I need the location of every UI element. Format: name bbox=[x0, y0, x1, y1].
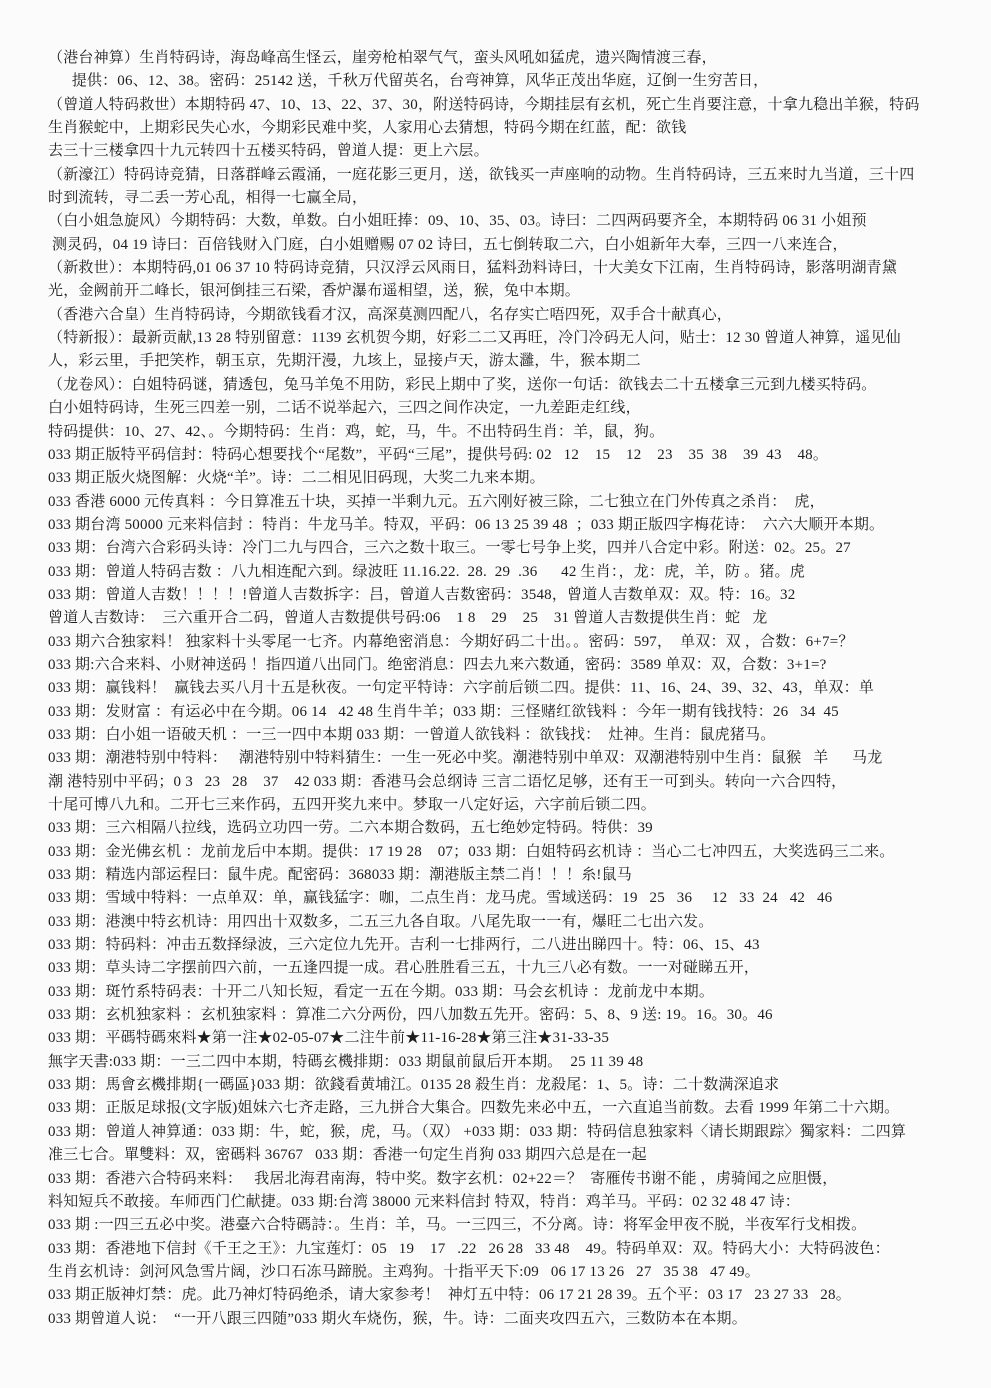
text-line: 033 期：馬會玄機排期{一碼區}033 期：欲錢看黄埔江。0135 28 殺生肖：龙殺尾：1、5。诗：二十数满深追求 bbox=[48, 1077, 780, 1094]
text-line: （港台神算）生肖特码诗，海岛峰高生怪云，崖旁枪柏翠气气，蛮头风吼如猛虎，遗兴陶情渡三春， bbox=[48, 50, 717, 66]
text-line: （白小姐急旋风）今期特码：大数，单数。白小姐旺捧：09、10、35、03。诗曰：二四两码要齐全，本期特码 06 31 小姐预 bbox=[48, 213, 867, 230]
text-line: 033 期：草头诗二字摆前四六前，一五逢四提一成。君心胜胜看三五，十九三八必有数。一一对碰睇五开， bbox=[48, 960, 760, 977]
text-line: （新救世）：本期特码,01 06 37 10 特码诗竞猜，只汉浮云风雨日，猛料劲料诗曰，十大美女下江南，生肖特码诗，影落明湖青黛 bbox=[48, 260, 898, 277]
text-line: 料知短兵不敢接。车师西门伫献捷。033 期:台湾 38000 元来料信封 特双，特肖：鸡羊马。平码：02 32 48 47 诗： bbox=[48, 1193, 800, 1210]
text-line: 白小姐特码诗，生死三四差一别，二话不说举起六，三四之间作决定，一九差距走红线， bbox=[48, 400, 641, 417]
text-line: （龙卷风）：白姐特码谜，猜透包，兔马羊兔不用防，彩民上期中了奖，送你一句话：欲钱去二十五楼拿三元到九楼买特码。 bbox=[48, 376, 877, 393]
text-line: 生肖猴蛇中，上期彩民失心水，今期彩民难中奖，人家用心去猜想，特码今期在红蓝，配：欲钱 bbox=[48, 120, 687, 137]
text-line: 033 期正版神灯禁：虎。此乃神灯特码绝杀，请大家参考！ 神灯五中特：06 17 21 28 39。五个平：03 17 23 27 33 28。 bbox=[48, 1287, 851, 1304]
text-line: 033 期：曾道人特码吉数 ：八九相连配六到。绿波旺 11.16.22. 28. 29 .36 42 生肖：，龙：虎，羊，防 。猪。虎 bbox=[48, 563, 805, 580]
text-line: 十尾可博八九和。二开七三来作码，五四开奖九来中。梦取一八定好运，六字前后锁二四。 bbox=[48, 797, 657, 813]
text-line: 033 期台湾 50000 元来料信封 ：特肖：牛龙马羊。特双，平码：06 13 25 39 48 ；033 期正版四字梅花诗： 六六大顺开本期。 bbox=[48, 516, 885, 533]
text-line: 测灵码，04 19 诗曰：百倍钱财入门庭，白小姐赠赐 07 02 诗曰，五七倒转取二六，白小姐新年大奉，三四一八来连合， bbox=[48, 236, 848, 253]
text-line: 033 期:六合来料、小财神送码 ！指四道八出同门。绝密消息：四去九来六数通，密码：3589 单双：双，合数：3+1=? bbox=[48, 656, 827, 673]
text-line: 去三十三楼拿四十九元转四十五楼买特码，曾道人提：更上六层。 bbox=[48, 143, 489, 160]
text-line: 准三七合。單雙料：双，密碼料 36767 033 期：香港一句定生肖狗 033 期四六总是在一起 bbox=[48, 1147, 647, 1164]
text-line: 033 期正版火烧图解：火烧“羊”。诗：二二相见旧码现，大奖二九来本期。 bbox=[48, 470, 545, 487]
text-line: 033 期：三六相隔八拉线，选码立功四一劳。二六本期合数码，五七绝妙定特码。特供：39 bbox=[48, 820, 653, 837]
text-line: 無字天書:033 期：一三二四中本期，特碼玄機排期：033 期鼠前鼠后开本期。 25 11 39 48 bbox=[48, 1053, 644, 1070]
text-line: 033 期正版特平码信封：特码心想要找个“尾数”，平码“三尾”，提供号码: 02 12 15 12 23 35 38 39 43 48。 bbox=[48, 446, 829, 463]
text-line: 033 期：白小姐一语破天机 ：一三一四中本期 033 期：一曾道人欲钱料 ：欲钱找： 灶神。生肖：鼠虎猪马。 bbox=[48, 726, 776, 743]
text-line: 033 期：赢钱料！ 赢钱去买八月十五是秋夜。一句定平特诗：六字前后锁二四。提供：11、16、24、39、32、43，单双：单 bbox=[48, 680, 874, 697]
text-line: 033 期：潮港特别中特料： 潮港特别中特料猜生：一生一死必中奖。潮港特别中单双：双潮港特别中生肖：鼠猴 羊 马龙 bbox=[48, 750, 883, 767]
text-line: （香港六合皇）生肖特码诗，今期欲钱看才汉，高深莫测四配八，名存实亡唔四死，双手合十献真心， bbox=[48, 306, 733, 323]
text-line: 人，彩云里，手把笑柞，朝玉京，先期汗漫，九垓上，显接卢天，游太灉，牛，猴本期二 bbox=[48, 353, 641, 370]
text-line: 033 期：港澳中特玄机诗：用四出十双数多，二五三九各自取。八尾先取一一有，爆旺二七出六发。 bbox=[48, 913, 714, 930]
text-line: 033 期：发财富 ：有运必中在今期。06 14 42 48 生肖牛羊；033 期：三怪赌红欲钱料 ：今年一期有钱找特：26 34 45 bbox=[48, 703, 839, 720]
text-line: 033 期：正版足球报(文字版)姐妹六七齐走路，三九拼合大集合。四数先来必中五，一六直追当前数。去看 1999 年第二十六期。 bbox=[48, 1100, 900, 1117]
text-line: 033 期：台湾六合彩码头诗：冷门二九与四合，三六之数十取三。一零七号争上奖，四并八合定中彩。附送：02。25。27 bbox=[48, 540, 851, 557]
text-line: （特新报）：最新贡献,13 28 特别留意：1139 玄机贺今期，好彩二二又再旺，冷门冷码无人问，贴士：12 30 曾道人神算，遥见仙 bbox=[48, 330, 901, 347]
text-line: 生肖玄机诗：剑河风急雪片阔，沙口石冻马蹄脱。主鸡狗。十指平天下:09 06 17 13 26 27 35 38 47 49。 bbox=[48, 1263, 760, 1280]
text-line: 提供：06、12、38。密码：25142 送，千秋万代留英名，台弯神算，风华正茂出华庭，辽倒一生穷苦日， bbox=[48, 73, 769, 90]
text-line: 033 期曾道人说： “一开八跟三四随”033 期火车烧伤，猴，牛。诗：二面夹攻四五六，三数防本在本期。 bbox=[48, 1310, 747, 1327]
text-line: 033 期六合独家料！ 独家料十头零尾一七齐。内幕绝密消息：今期好码二十出。。密码：597， 单双：双 ，合数：6+7=？ bbox=[48, 633, 854, 650]
text-line: 光，金阙前开二峰长，银河倒挂三石梁，香炉瀑布遥相望，送，猴，兔中本期。 bbox=[48, 283, 581, 300]
text-line: 033 期：金光佛玄机 ：龙前龙后中本期。提供：17 19 28 07；033 期：白姐特码玄机诗 ：当心二七冲四五，大奖选码三二来。 bbox=[48, 843, 895, 860]
text-line: 033 期：特码料：冲击五数择绿波，三六定位九先开。吉利一七排两行，二八进出睇四十。特：06、15、43 bbox=[48, 937, 760, 954]
text-line: 033 期：香港六合特码来料： 我居北海君南海，特中奖。数字玄机：02+22＝？ 寄雁传书谢不能 ，虏骑闻之应胆慑， bbox=[48, 1170, 838, 1187]
text-line: 033 期：平碼特碼來料★第一注★02-05-07★二注牛前★11-16-28★第三注★31-33-35 bbox=[48, 1030, 610, 1047]
text-line: 033 期：曾道人神算通：033 期：牛，蛇，猴，虎，马。（双） +033 期：033 期：特码信息独家料〈请长期跟踪〉獨家料：二四算 bbox=[48, 1123, 907, 1140]
text-line: 033 期：玄机独家料 ：玄机独家料 ：算准二六分两份，四八加数五先开。密码：5、8、9 送: 19。16。30。46 bbox=[48, 1007, 773, 1024]
text-line: （新濠江）特码诗竞猜，日落群峰云霞涌，一庭花影三更月，送，欲钱买一声座响的动物。生肖特码诗，三五来时九当道，三十四 bbox=[48, 166, 915, 183]
text-line: 033 香港 6000 元传真料 ：今日算准五十块，买掉一半剩九元。五六刚好被三除，二七独立在门外传真之杀肖： 虎， bbox=[48, 493, 825, 510]
text-line: 033 期：雪域中特料：一点单双：单，赢钱猛字：咖，二点生肖：龙马虎。雪域送码：19 25 36 12 33 24 42 46 bbox=[48, 890, 833, 907]
text-line: 033 期：曾道人吉数！！！！!曾道人吉数拆字：吕，曾道人吉数密码：3548，曾道人吉数单双：双。特：16。32 bbox=[48, 586, 796, 603]
text-line: 033 期：香港地下信封《千王之王》：九宝莲灯：05 19 17 .22 26 28 33 48 49。特码单双：双。特码大小：大特码波色： bbox=[48, 1240, 890, 1257]
text-line: 特码提供：10、27、42、。今期特码：生肖：鸡，蛇，马，牛。不出特码生肖：羊，鼠，狗。 bbox=[48, 423, 665, 440]
document-text bbox=[48, 47, 983, 1331]
text-line: 033 期：精选内部运程曰：鼠牛虎。配密码：368033 期：潮港版主禁二肖！！！糸!鼠马 bbox=[48, 867, 632, 884]
text-line: 曾道人吉数诗： 三六重开合二码，曾道人吉数提供号码:06 1 8 29 25 31 曾道人吉数提供生肖：蛇 龙 bbox=[48, 610, 768, 627]
text-line: 033 期 :一四三五必中奖。港臺六合特碼詩：。生肖：羊，马。一三四三，不分离。诗：将军金甲夜不脱，半夜军行戈相拨。 bbox=[48, 1217, 867, 1234]
text-line: 潮 港特别中平码；0 3 23 28 37 42 033 期：香港马会总纲诗 三言二语忆足够，还有王一可到头。转向一六合四特， bbox=[48, 773, 847, 790]
text-line: （曾道人特码救世）本期特码 47、10、13、22、37、30，附送特码诗，今期挂层有玄机，死亡生肖要注意，十拿九稳出羊猴，特码 bbox=[48, 96, 920, 113]
text-line: 时到流转，寻二丢一芳心乱，相得一七赢全局， bbox=[48, 190, 368, 207]
text-line: 033 期：斑竹系特码表：十开二八知长短，看定一五在今期。033 期：马会玄机诗 ：龙前龙中本期。 bbox=[48, 983, 715, 1000]
